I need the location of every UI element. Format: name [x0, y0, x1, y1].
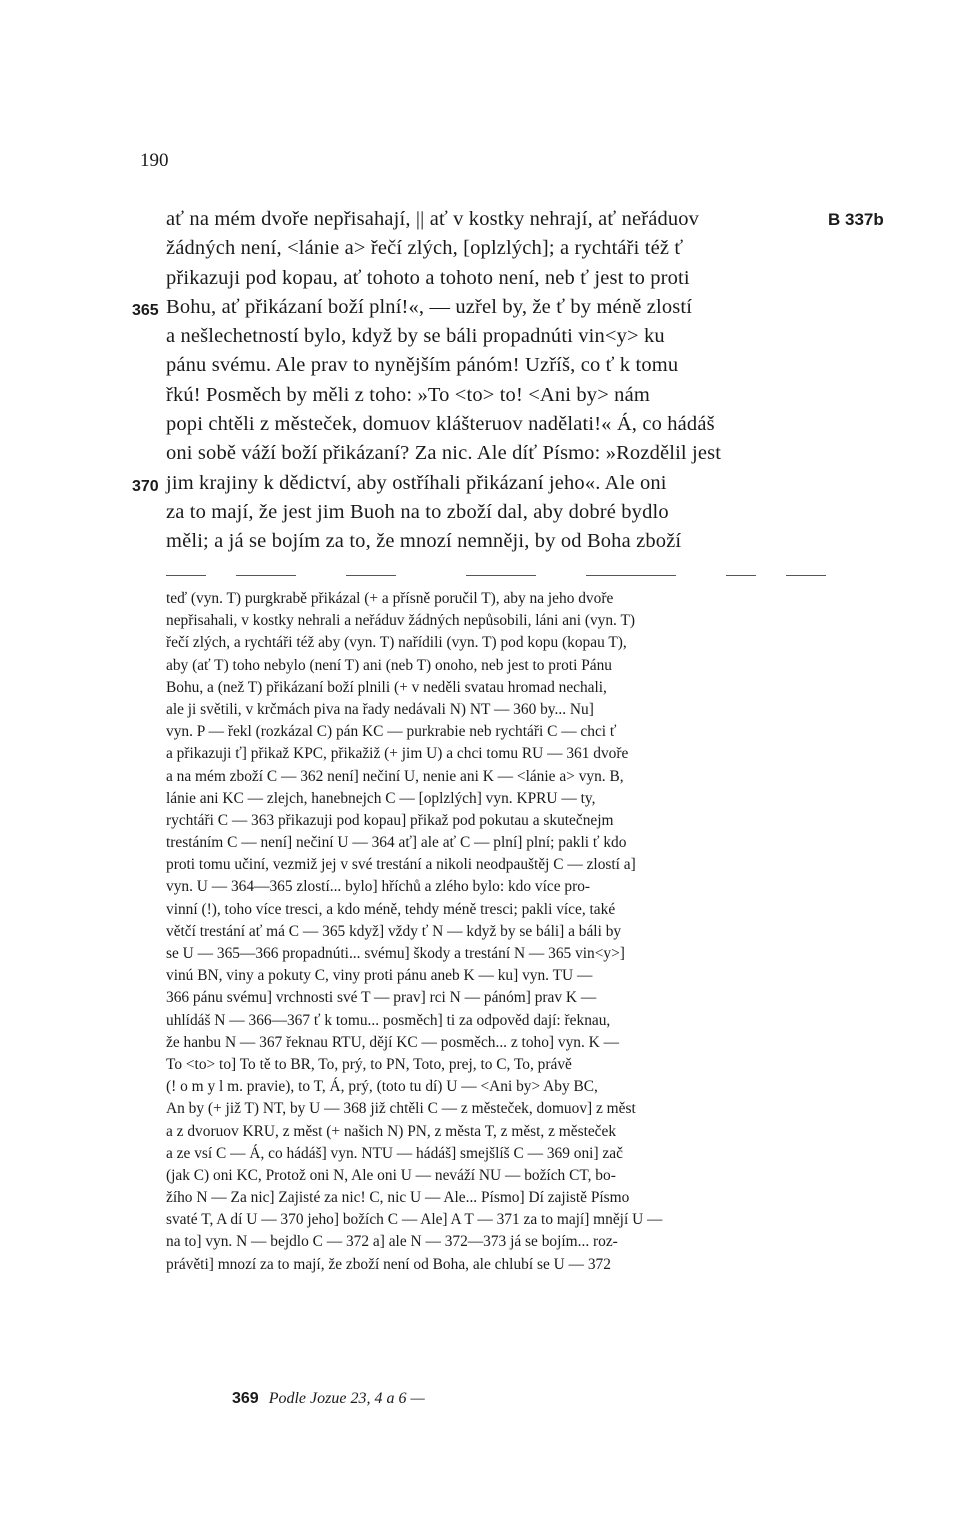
page-number: 190 — [140, 150, 169, 171]
margin-label-manuscript-folio: B 337b — [828, 210, 884, 229]
apparatus-line: vyn. U — 364—365 zlostí... bylo] hříchů a zlého bylo: kdo více pro- — [166, 878, 591, 896]
apparatus-line: lánie ani KC — zlejch, hanebnejch C — [oplzlých] vyn. KPRU — ty, — [166, 789, 596, 807]
apparatus-line: větčí trestání ať má C — 365 když] vždy ť N — když by se báli] a báli by — [166, 922, 622, 940]
apparatus-line: aby (ať T) toho nebylo (není T) ani (neb T) onoho, neb jest to proti Pánu — [166, 656, 612, 674]
apparatus-line: vinú BN, viny a pokuty C, viny proti pánu aneb K — ku] vyn. TU — — [166, 967, 593, 985]
apparatus-line: An by (+ již T) NT, by U — 368 již chtěli C — z městeček, domuov] z měst — [166, 1100, 636, 1118]
main-text-line: jim krajiny k dědictví, aby ostříhali přikázaní jeho«. Ale oni — [166, 471, 667, 494]
source-reference-line-number: 369 — [232, 1390, 259, 1407]
apparatus-line: nepřisahali, v kostky nehrali a neřáduv žádných nepůsobili, láni ani (vyn. T) — [166, 612, 636, 630]
margin-label-line-370: 370 — [132, 478, 159, 495]
apparatus-line: a ze vsí C — Á, co hádáš] vyn. NTU — hádáš] smejšlíš C — 369 oni] zač — [166, 1144, 623, 1162]
apparatus-line: a na mém zboží C — 362 není] nečiní U, nenie ani K — <lánie a> vyn. B, — [166, 767, 624, 785]
margin-label-line-365: 365 — [132, 302, 159, 319]
main-text-line: Bohu, ať přikázaní boží plní!«, — uzřel by, že ť by méně zlostí — [166, 295, 693, 318]
main-text-line: žádných není, <lánie a> řečí zlých, [oplzlých]; a rychtáři též ť — [166, 237, 684, 260]
source-reference-note — [232, 1390, 425, 1408]
apparatus-line: se U — 365—366 propadnúti... svému] škody a trestání N — 365 vin<y>] — [166, 945, 625, 962]
apparatus-line: uhlídáš N — 366—367 ť k tomu... posměch] ti za odpověd dají: řeknau, — [166, 1011, 611, 1029]
apparatus-line: právěti] mnozí za to mají, že zboží není od Boha, ale chlubí se U — 372 — [166, 1255, 611, 1273]
apparatus-line: ale ji světili, v krčmách piva na řady nedávali N) NT — 360 by... Nu] — [166, 700, 594, 718]
main-text-line: popi chtěli z městeček, domuov klášteruov nadělati!« Á, co hádáš — [166, 413, 715, 436]
apparatus-line: To <to> to] To tě to BR, To, prý, to PN, Toto, prej, to C, To, právě — [166, 1055, 572, 1073]
main-text-line: ať na mém dvoře nepřisahají, || ať v kostky nehrají, ať neřáduov — [166, 208, 700, 230]
main-text-line: a nešlechetností bylo, když by se báli propadnúti vin<y> ku — [166, 325, 665, 348]
main-text-line: oni sobě váží boží přikázaní? Za nic. Ale díť Písmo: »Rozdělil jest — [166, 442, 722, 465]
apparatus-line: trestáním C — není] nečiní U — 364 ať] ale ať C — plní] plní; pakli ť kdo — [166, 834, 627, 852]
main-text-line: řkú! Posměch by měli z toho: »To <to> to! <Ani by> nám — [166, 383, 650, 406]
apparatus-line: (jak C) oni KC, Protož oni N, Ale oni U — neváží NU — božích CT, bo- — [166, 1166, 616, 1184]
main-text-line: za to mají, že jest jim Buoh na to zboží dal, aby dobré bydlo — [166, 500, 669, 523]
main-text-line: pánu svému. Ale prav to nynějším pánóm! Uzříš, co ť k tomu — [166, 354, 679, 377]
apparatus-line: svaté T, A dí U — 370 jeho] božích C — Ale] A T — 371 za to mají] mnějí U — — [166, 1211, 663, 1229]
apparatus-line: vyn. P — řekl (rozkázal C) pán KC — purkrabie neb rychtáři C — chci ť — [166, 723, 617, 741]
main-text — [166, 205, 826, 557]
apparatus-line: rychtáři C — 363 přikazuji pod kopau] přikaž pod pokutau a skutečnejm — [166, 811, 614, 829]
apparatus-line: a přikazuji ť] přikaž KPC, přikažiž (+ jim U) a chci tomu RU — 361 dvoře — [166, 745, 629, 763]
main-text-line: přikazuji pod kopau, ať tohoto a tohoto není, neb ť jest to proti — [166, 266, 690, 289]
main-text-line: měli; a já se bojím za to, že mnozí nemněji, by od Boha zboží — [166, 530, 682, 553]
apparatus-line: 366 pánu svému] vrchnosti své T — prav] rci N — pánóm] prav K — — [166, 989, 597, 1007]
apparatus-line: že hanbu N — 367 řeknau RTU, dějí KC — posměch... z toho] vyn. K — — [166, 1033, 620, 1051]
apparatus-line: na to] vyn. N — bejdlo C — 372 a] ale N — 372—373 já se bojím... roz- — [166, 1233, 618, 1251]
apparatus-line: proti tomu učiní, vezmiž jej v své trestání a nikoli neodpauštěj C — zlostí a] — [166, 856, 636, 874]
apparatus-line: teď (vyn. T) purgkrabě přikázal (+ a přísně poručil T), aby na jeho dvoře — [166, 590, 614, 607]
source-reference-text: Podle Jozue 23, 4 a 6 — — [268, 1390, 425, 1407]
apparatus-line: žího N — Za nic] Zajisté za nic! C, nic U — Ale... Písmo] Dí zajistě Písmo — [166, 1189, 630, 1207]
apparatus-line: Bohu, a (než T) přikázaní boží plnili (+ v neděli svatau hromad nechali, — [166, 678, 607, 696]
apparatus-line: řečí zlých, a rychtáři též aby (vyn. T) nařídili (vyn. T) pod kopu (kopau T), — [166, 634, 627, 652]
apparatus-line: (! o m y l m. pravie), to T, Á, prý, (toto tu dí) U — <Ani by> Aby BC, — [166, 1078, 598, 1096]
critical-apparatus — [166, 588, 826, 1276]
apparatus-line: vinní (!), toho více tresci, a kdo méně, tehdy méně tresci; pakli více, také — [166, 900, 616, 918]
apparatus-line: a z dvoruov KRU, z měst (+ našich N) PN, z města T, z měst, z městeček — [166, 1122, 617, 1140]
